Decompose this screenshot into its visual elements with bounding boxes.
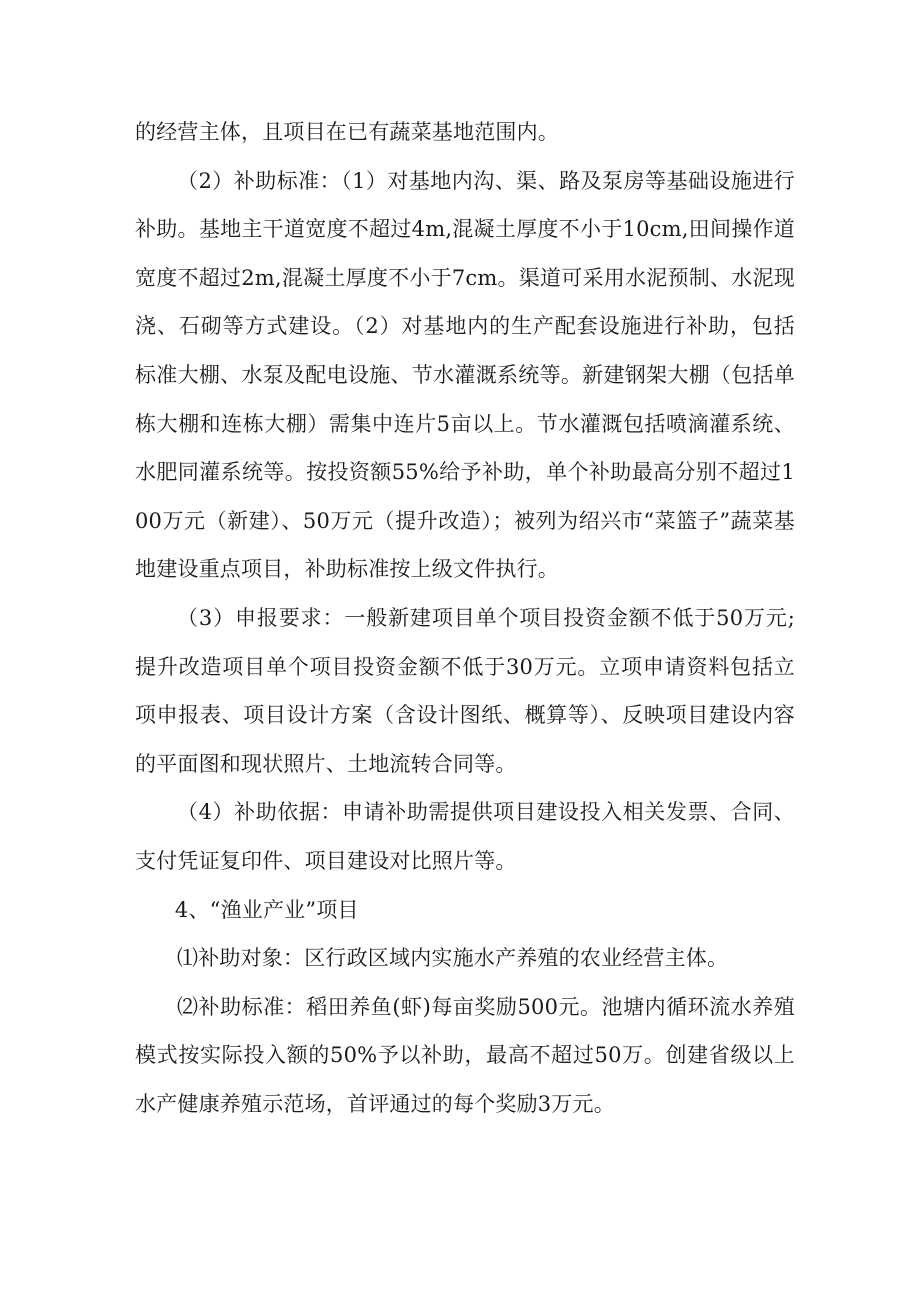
section-heading-fishery: 4、“渔业产业”项目 bbox=[174, 897, 359, 922]
paragraph-fishery-subsidy-target: ⑴补助对象：区行政区域内实施水产养殖的农业经营主体。 bbox=[177, 946, 729, 971]
paragraph-continuation: 的经营主体，且项目在已有蔬菜基地范围内。 bbox=[135, 120, 559, 144]
paragraph-subsidy-standard: （2）补助标准：（1）对基地内沟、渠、路及泵房等基础设施进行补助。基地主干道宽度不超过4m,混凝土厚度不小于10cm,田间操作道宽度不超过2m,混凝土厚度不小于7cm。渠道可采用水泥预制、水泥现浇、石砌等方式建设。（2）对基地内的生产配套设施进行补助，包括标准大棚、水泵及配电设施、节水灌溉系统等。新建钢架大棚（包括单栋大棚和连栋大棚）需集中连片5亩以上。节水灌溉包括喷滴灌系统、水肥同灌系统等。按投资额55%给予补助，单个补助最高分别不超过100万元（新建）、50万元（提升改造）；被列为绍兴市“菜篮子”蔬菜基地建设重点项目，补助标准按上级文件执行。 bbox=[135, 168, 795, 582]
paragraph-subsidy-basis: （4）补助依据：申请补助需提供项目建设投入相关发票、合同、支付凭证复印件、项目建设对比照片等。 bbox=[135, 800, 795, 873]
document-body bbox=[135, 108, 795, 1128]
paragraph-fishery-subsidy-standard: ⑵补助标准：稻田养鱼(虾)每亩奖励500元。池塘内循环流水养殖模式按实际投入额的50%予以补助，最高不超过50万。创建省级以上水产健康养殖示范场，首评通过的每个奖励3万元。 bbox=[135, 994, 795, 1116]
paragraph-application-requirements: （3）申报要求：一般新建项目单个项目投资金额不低于50万元;提升改造项目单个项目投资金额不低于30万元。立项申请资料包括立项申报表、项目设计方案（含设计图纸、概算等）、反映项目建设内容的平面图和现状照片、土地流转合同等。 bbox=[135, 605, 795, 776]
